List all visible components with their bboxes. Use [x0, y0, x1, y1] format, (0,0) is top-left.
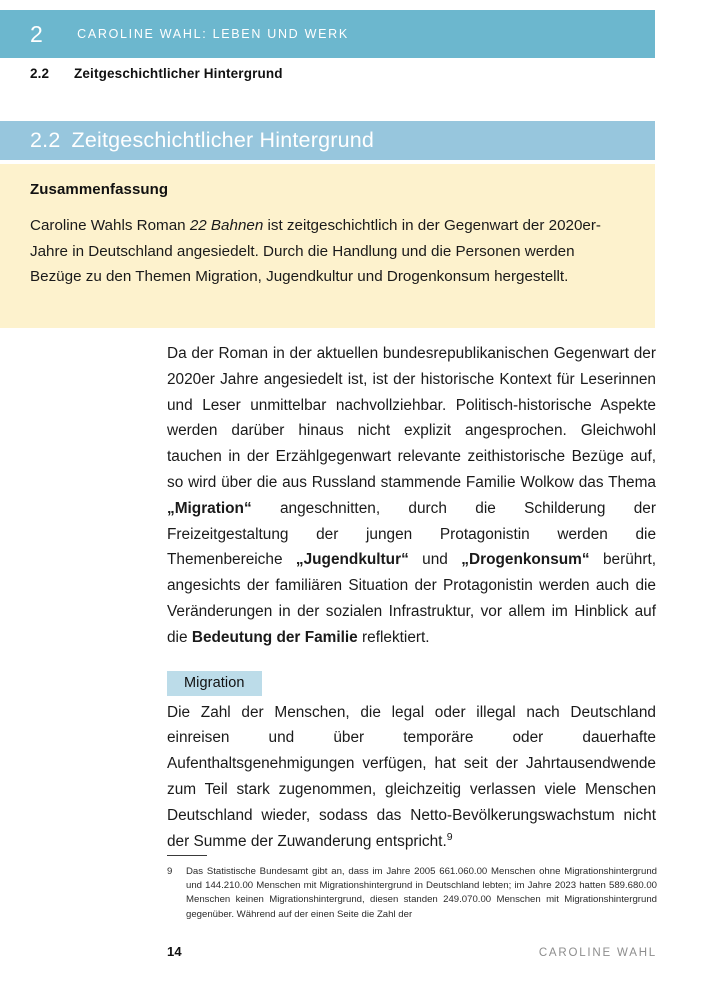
paragraph1-segment-4: berührt, angesichts der familiären Situation der Protagonistin werden auch die Veränderungen in der sozialen Infrastruktur, vor allem im Hinblick auf die [167, 551, 656, 646]
running-head-band [0, 10, 655, 58]
summary-heading: Zusammenfassung [30, 181, 169, 198]
section-title-band [0, 121, 655, 160]
paragraph1-bold-bedeutung-der-familie: Bedeutung der Familie [191, 628, 358, 646]
page-footer [167, 944, 657, 959]
paragraph1-segment-1: Da der Roman in der aktuellen bundesrepublikanischen Gegenwart der 2020er Jahre angesiedelt ist, ist der historische Kontext für Leserinnen und Leser unmittelbar nachvollziehbar. Politisch-historische Aspekte werden darüber hinaus nicht explizit angesprochen. Gleichwohl tauchen in der Erzählgegenwart relevante zeithistorische Bezüge auf, so wird über die aus Russland stammende Familie Wolkow das Thema [167, 345, 656, 491]
topic-label-wrapper [167, 671, 656, 696]
footnote-block [167, 865, 657, 922]
body-column [167, 341, 656, 854]
summary-text [30, 213, 619, 290]
paragraph1-bold-jugendkultur: „Jugendkultur“ [295, 551, 409, 569]
footnote-reference-marker: 9 [446, 830, 453, 843]
paragraph1-segment-5: reflektiert. [357, 628, 430, 646]
footnote-number: 9 [167, 866, 173, 877]
summary-box [0, 164, 655, 328]
section-title: Zeitgeschichtlicher Hintergrund [71, 128, 375, 152]
summary-text-part2: ist zeitgeschichtlich in der Gegenwart der 2020er-Jahre in Deutschland angesiedelt. Durch die Handlung und die Personen werden Bezüge zu den Themen Migration, Jugendkultur und Drogenkonsum hergestellt. [30, 217, 601, 285]
subsection-title: Zeitgeschichtlicher Hintergrund [74, 66, 283, 81]
page-number: 14 [167, 944, 182, 959]
paragraph2-text: Die Zahl der Menschen, die legal oder illegal nach Deutschland einreisen und über temporäre oder dauerhafte Aufenthaltsgenehmigungen verfügen, hat seit der Jahrtausendwende zum Teil stark zugenommen, gleichzeitig verlassen viele Menschen Deutschland wieder, sodass das Netto-Bevölkerungswachstum nicht der Summe der Zuwanderung entspricht. [167, 703, 656, 850]
footer-book-title: CAROLINE WAHL [538, 947, 657, 959]
paragraph1-segment-3: und [408, 551, 462, 569]
footnote-text: Das Statistische Bundesamt gibt an, dass im Jahre 2005 661.060.00 Menschen ohne Migrationshintergrund und 144.210.00 Menschen mit Migrationshintergrund in Deutschland lebten; im Jahre 2023 hatten 589.680.00 Menschen keinen Migrationshintergrund, diesen standen 249.070.00 Menschen mit Migrationshintergrund gegenüber. Während auf der einen Seite die Zahl der [186, 866, 657, 920]
paragraph1-bold-drogenkonsum: „Drogenkonsum“ [461, 551, 590, 569]
summary-text-part1: Caroline Wahls Roman [30, 217, 190, 234]
subsection-number: 2.2 [30, 66, 50, 81]
topic-label-migration: Migration [167, 671, 262, 696]
footnote-separator-rule [167, 855, 207, 856]
summary-novel-title: 22 Bahnen [189, 217, 264, 234]
paragraph1-segment-2: angeschnitten, durch die Schilderung der Freizeitgestaltung der jungen Protagonistin werden die Themenbereiche [167, 499, 656, 569]
body-paragraph-1 [167, 341, 656, 651]
chapter-title: CAROLINE WAHL: LEBEN UND WERK [77, 26, 349, 41]
chapter-number: 2 [30, 20, 44, 47]
body-paragraph-2 [167, 700, 656, 855]
paragraph1-bold-migration: „Migration“ [167, 499, 252, 517]
subsection-running-line [30, 66, 283, 81]
section-number: 2.2 [30, 128, 61, 152]
